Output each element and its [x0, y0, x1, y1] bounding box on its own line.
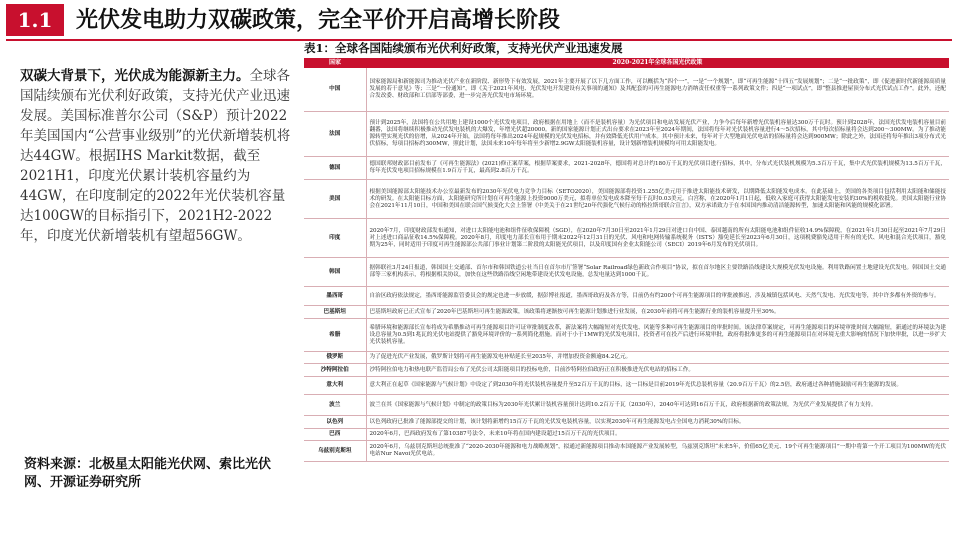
table-row	[304, 416, 949, 429]
country-cell: 意大利	[304, 377, 366, 395]
country-cell: 印度	[304, 219, 366, 258]
country-cell: 巴基斯坦	[304, 306, 366, 319]
country-cell: 巴西	[304, 429, 366, 441]
country-cell: 法国	[304, 112, 366, 157]
policy-cell: 根据美国能源部太阳能技术办公室最新发布的2030年光伏电力竞争力目标（SETO2020），美国能源部将投资1.255亿美元用于推进太阳能技术研发，以期降低太阳能发电成本。在此基础上，美国的各类项目包括利用太阳能和储能技术的研发。在太阳能目标方面，太阳能研究所计划在可再生能源上投资9000万美元，拟将单位发电成本降至每千瓦时0.03美元。白宫称，在2020年1月1日起，低收入家庭可获得太阳能发电安装的30%的税收抵免。美国太阳能行业协会在2021年11月10日，中国和美国在联合国气候变化大会上签署《中美关于在21世纪20年代强化气候行动的格拉斯哥联合宣言》，双方承诺致力于在本国国内推动清洁能源转型，加速太阳能和风能的规模化部署。	[366, 180, 949, 219]
policy-cell: 据韩联社3月24日报道，韩国国土交通部、首尔市和韩国铁道公社当日在首尔市厅签署“Solar Railroad绿色新政合作项目”协议，拟在首尔地区主要铁路沿线建设大规模光伏发电设施。利用铁路闲置土地建设光伏发电。韩国国土交通部等三家机构表示，将根据相关协议，加快在这些铁路沿线空闲地带建设光伏发电设施，总发电量达到1000千瓦。	[366, 258, 949, 287]
policy-table-container	[304, 58, 949, 534]
country-cell: 德国	[304, 157, 366, 180]
policy-cell: 为了促进光伏产业发展，俄罗斯计划将可再生能源发电补贴延长至2035年，并增加投资金额逾84.2亿元。	[366, 352, 949, 364]
table-row	[304, 395, 949, 416]
summary-text-block	[20, 66, 292, 246]
table-row	[304, 258, 949, 287]
country-cell: 俄罗斯	[304, 352, 366, 364]
table-row	[304, 180, 949, 219]
country-cell: 美国	[304, 180, 366, 219]
policy-cell: 巴基斯坦政府已正式宣布了2020年巴基斯坦可再生能源政策，该政策将逐渐按可再生能源计划推进行业发展，在2030年前将可再生能源行业的装机容量提升至30%。	[366, 306, 949, 319]
table-row	[304, 377, 949, 395]
policy-cell: 国家能源局和新能源司为推动光伏产业在新阶段、新形势下有效发展，2021年主要开展了以下几方面工作，可以概括为“四个一”，一是“一个规划”，即“可再生能源“十四五”发展规划”；二是“一批政策”，即《促进新时代新能源高质量发展的若干意见》等；三是“一份通知”，即《关于2021年风电、光伏发电开发建设有关事项的通知》及其配套的可再生能源电力消纳责任权重等一系列政策文件；四是“一项试点”，即“整县推进屋顶分布式光伏试点工作”。此外，还配合发改委、财政部和工信部等部委，进一步完善光伏发电市场环境。	[366, 68, 949, 112]
country-cell: 乌兹别克斯坦	[304, 441, 366, 462]
country-cell: 以色列	[304, 416, 366, 429]
table-row	[304, 429, 949, 441]
table-header-row	[304, 58, 949, 68]
policy-cell: 2020年6月，巴西政府发布了第10387号法令，未来10年将在国内建设超过15百万千瓦的光伏项目。	[366, 429, 949, 441]
column-header-country: 国家	[304, 58, 366, 68]
policy-cell: 预计到2025年，法国将在公共用地上建设1000个光伏发电项目，政府根据在用地上（而不是装机容量）为光伏项目和电站发展光伏产业，力争今后每年新增光伏装机容量达300万千瓦时。预计到2028年，法国光伏发电装机容量目前翻番，法国将继续积极推动光伏发电装机的大爆发，年增光伏超20000。新的国家能源计划正式出台要求在2023年至2024年期间，法国将每年对光伏装机容量进行4～5次招标，其中每次招标量将会达到200～300MW。为了推动能源转型实现光伏的倍增，从2024年开始，法国将每年推出2024年起规模的光伏发电招标，并有效降低光伏用户成本。其中预计未来，每年对于大型地面光伏电站的招标量将会达到900MW；除此之外，法国还将每年推出3项分布式光伏招标，每项目招标约300MW，照此计划，法国未来10年每年将至少新增2.9GW太阳能装机容量，设计划新增装机规模均可用太阳能发电。	[366, 112, 949, 157]
table-row	[304, 319, 949, 352]
table-row	[304, 364, 949, 377]
table-row	[304, 352, 949, 364]
country-cell: 希腊	[304, 319, 366, 352]
slide-header	[0, 0, 959, 40]
summary-lead: 双碳大背景下，光伏成为能源新主力。	[20, 68, 250, 84]
policy-table	[304, 58, 949, 462]
country-cell: 中国	[304, 68, 366, 112]
table-row	[304, 219, 949, 258]
table-row	[304, 441, 949, 462]
policy-cell: 波兰在其《国家能源与气候计划》中制定的政策目标为2030年光伏累计装机容量预计达到10.2百万千瓦（2030年），2040年可达到16百万千瓦，政府根据新的政策法规，为光伏产业发展提供了有力支持。	[366, 395, 949, 416]
table-row	[304, 68, 949, 112]
country-cell: 沙特阿拉伯	[304, 364, 366, 377]
slide-title: 光伏发电助力双碳政策，完全平价开启高增长阶段	[76, 7, 561, 33]
source-note: 资料来源：北极星太阳能光伏网、索比光伏网、开源证券研究所	[24, 457, 272, 490]
table-row	[304, 157, 949, 180]
section-number-badge: 1.1	[6, 4, 64, 36]
policy-cell: 意大利正在起草《国家能源与气候计划》中设定了到2030年将光伏装机容量提升至52百万千瓦的目标，这一目标是目前2019年光伏总装机容量（20.9百万千瓦）的2.5倍，政府通过各种措施鼓励可再生能源的发展。	[366, 377, 949, 395]
policy-cell: 以色列政府已批准了能源部提交的计划，该计划将新增约15百万千瓦的光伏发电装机容量，以实现2030年可再生能源发电占全国电力消耗30%的目标。	[366, 416, 949, 429]
policy-cell: 2020年6月，乌兹别克斯坦总统批准了“2020-2030年能源和电力战略规划”，拟通过新能源项目推动本国能源产业发展转型，乌兹别克斯坦“未来5年，价值65亿美元、19个可再生能源项目”一期中将第一个开工项目为100MW的光伏电站Nur Navoi光伏电站。	[366, 441, 949, 462]
policy-cell: 2020年7月，印度财政部发布通知，对进口太阳能电池和组件征收保障税（SGD），在2020年7月30日至2021年1月29日对进口自中国、泰国越南的所有太阳能电池和组件征收14.9%保障税，在2021年1月30日起至2021年7月29日对上述进口商品征收14.5%保障税。2020年8月，印度电力部长宣布用于期末2022年12月31日的光伏、风电和电网传输系统税务（ISTS）豁免延长至2023年6月30日，这项税费豁免适用于所有的光伏、风电和混合光伏项目，豁免期为25年，同时适用于印度可再生能源部公共部门事业计划第二阶段的太阳能光伏项目，以及印度国有企业太阳能公司（SECI）2019年6月发布的光伏项目。	[366, 219, 949, 258]
policy-cell: 希腊环境和能源部长宣布将成为希腊推动可再生能源项目许可证审批制度改革，新法案将大幅缩短对光伏发电、风能等多种可再生能源项目的审批时间。该法律草案规定，可再生能源项目的环境审批时间大幅缩短，新通过的环境法为建设总容量为0.5到1兆瓦的光伏电站提供了豁免环境评价的一系列简化措施。而对于小于1MW的光伏发电项目，投资者可在投产后进行环境审批，政府将批准更多的可再生能源项目在对环境无重大影响的情况下加快审批，以进一步扩大光伏装机容量。	[366, 319, 949, 352]
policy-cell: 德国联邦财政部目前发布了《可再生能源法》(2021)修正案草案，根据草案要求，2021-2028年，德国将对总计约180万千瓦的光伏项目进行招标，其中，分布式光伏装机规模为5.3百万千瓦，集中式光伏装机规模为13.5百万千瓦，每年光伏发电项目招标规模在1.9百万千瓦，最高到2.8百万千瓦。	[366, 157, 949, 180]
table-row	[304, 112, 949, 157]
table-row	[304, 306, 949, 319]
table-caption: 表1：全球各国陆续颁布光伏利好政策，支持光伏产业迅速发展	[304, 41, 623, 55]
column-header-policy: 2020-2021年全球各国光伏政策	[366, 58, 949, 68]
country-cell: 波兰	[304, 395, 366, 416]
policy-cell: 自治区政府依法规定，墨西哥能源监管委员会的规定也进一步放缓，据彭博社报道，墨西哥政府及各方等，目前仍有约200个可再生能源项目的审批被推迟，涉及城镇包括风电、天然气发电、光伏发电等，其中许多都有外资的参与。	[366, 287, 949, 306]
policy-cell: 沙特阿拉伯电力和热电联产监管局公布了光伏公司太阳能项目的投标电价，目前沙特阿拉伯政府正在积极推进光伏电站的招标工作。	[366, 364, 949, 377]
country-cell: 墨西哥	[304, 287, 366, 306]
table-row	[304, 287, 949, 306]
summary-body: 全球各国陆续颁布光伏利好政策，支持光伏产业迅速发展。美国标准普尔公司（S&P）预计2022年美国国内“公营事业级别”的光伏新增装机将达44GW。根据IHS Markit数据，截至2021H1，印度光伏累计装机容量约为44GW，在印度制定的2022年光伏装机容量达100GW的目标指引下，2021H2-2022年，印度光伏新增装机有望超56GW。	[20, 68, 291, 244]
country-cell: 韩国	[304, 258, 366, 287]
